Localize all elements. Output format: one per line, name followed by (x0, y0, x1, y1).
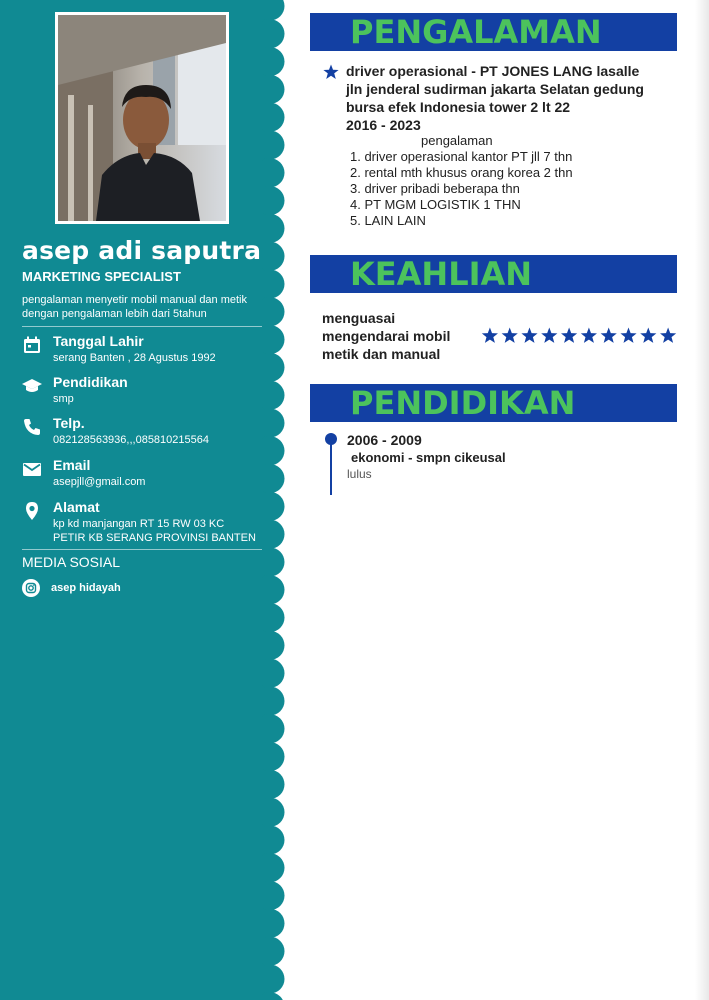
scallop-bump (262, 937, 285, 966)
email-value: asepjll@gmail.com (53, 476, 146, 488)
address-line-1: kp kd manjangan RT 15 RW 03 KC (53, 518, 225, 530)
page-edge-shadow (695, 0, 709, 1000)
list-item: 2. rental mth khusus orang korea 2 thn (350, 165, 573, 180)
star-icon (660, 328, 676, 343)
phone-label: Telp. (53, 415, 85, 431)
email-label: Email (53, 457, 91, 473)
scallop-bump (262, 47, 285, 76)
instagram-icon (22, 579, 40, 597)
phone-icon (22, 417, 42, 437)
experience-line-3: bursa efek Indonesia tower 2 lt 22 (346, 99, 571, 115)
scallop-bump (262, 714, 285, 743)
scallop-bump (262, 853, 285, 882)
scallop-bump (262, 687, 285, 716)
education-heading-text: PENDIDIKAN (350, 384, 576, 422)
skill-line-3: metik dan manual (322, 346, 441, 362)
instagram-handle: asep hidayah (51, 582, 121, 594)
scallop-bump (262, 770, 285, 799)
star-icon (561, 328, 577, 343)
scallop-bump (262, 965, 285, 994)
scallop-bump (262, 881, 285, 910)
experience-line-1: driver operasional - PT JONES LANG lasalle (346, 63, 640, 79)
education-info (22, 374, 267, 408)
scallop-bump (262, 575, 285, 604)
phone-info (22, 415, 267, 449)
star-icon (521, 328, 537, 343)
birth-value: serang Banten , 28 Agustus 1992 (53, 352, 216, 364)
divider (22, 326, 262, 327)
skill-line-2: mengendarai mobil (322, 328, 451, 344)
profile-summary: pengalaman menyetir mobil manual dan metik dengan pengalaman lebih dari 5tahun (22, 294, 248, 320)
list-item: 3. driver pribadi beberapa thn (350, 181, 520, 196)
experience-heading (310, 13, 677, 51)
skill-rating (480, 327, 678, 345)
job-title: MARKETING SPECIALIST (22, 269, 181, 284)
scallop-bump (262, 19, 285, 48)
graduation-cap-icon (22, 376, 42, 396)
education-school: ekonomi - smpn cikeusal (351, 450, 506, 465)
education-value: smp (53, 393, 74, 405)
star-icon (620, 328, 636, 343)
social-media-heading: MEDIA SOSIAL (22, 554, 121, 570)
star-icon (601, 328, 617, 343)
star-icon (541, 328, 557, 343)
star-icon (502, 328, 518, 343)
address-line-2: PETIR KB SERANG PROVINSI BANTEN (53, 532, 256, 544)
scallop-bump (262, 158, 285, 187)
list-item: 1. driver operasional kantor PT jll 7 thn (350, 149, 573, 164)
scallop-bump (262, 75, 285, 104)
calendar-icon (22, 335, 42, 355)
scallop-bump (262, 214, 285, 243)
email-info (22, 457, 267, 491)
scallop-bump (262, 826, 285, 855)
divider (22, 549, 262, 550)
scallop-bump (262, 909, 285, 938)
birth-info (22, 333, 267, 367)
experience-list (350, 149, 573, 229)
scallop-bump (262, 242, 285, 271)
scallop-bump (262, 186, 285, 215)
email-icon (22, 459, 42, 479)
star-icon (640, 328, 656, 343)
scallop-bump (262, 103, 285, 132)
experience-period: 2016 - 2023 (346, 117, 421, 133)
star-icon (482, 328, 498, 343)
scallop-bump (262, 631, 285, 660)
star-icon (581, 328, 597, 343)
education-note: lulus (347, 467, 372, 481)
education-label: Pendidikan (53, 374, 128, 390)
scallop-bump (262, 798, 285, 827)
location-pin-icon (22, 501, 42, 521)
phone-value: 082128563936,,,085810215564 (53, 434, 209, 446)
skill-description (322, 309, 450, 363)
skills-heading (310, 255, 677, 293)
scallop-bump (262, 992, 285, 1000)
scallop-bump (262, 659, 285, 688)
list-item: 4. PT MGM LOGISTIK 1 THN (350, 197, 521, 212)
skills-heading-text: KEAHLIAN (350, 255, 533, 293)
scallop-bump (262, 548, 285, 577)
profile-photo (55, 12, 229, 224)
skill-line-1: menguasai (322, 310, 396, 326)
address-info (22, 499, 267, 545)
scallop-bump (262, 0, 285, 21)
scallop-bump (262, 603, 285, 632)
education-heading (310, 384, 677, 422)
experience-line-2: jln jenderal sudirman jakarta Selatan gedung (346, 81, 644, 97)
birth-label: Tanggal Lahir (53, 333, 144, 349)
experience-entry (346, 62, 676, 134)
timeline-line (330, 441, 332, 495)
list-item: 5. LAIN LAIN (350, 213, 426, 228)
scallop-bump (262, 742, 285, 771)
experience-subheading: pengalaman (421, 133, 493, 148)
education-period: 2006 - 2009 (347, 432, 422, 448)
experience-heading-text: PENGALAMAN (350, 13, 602, 51)
address-label: Alamat (53, 499, 100, 515)
person-name: asep adi saputra (22, 236, 262, 265)
scallop-bump (262, 131, 285, 160)
star-icon (323, 64, 339, 80)
